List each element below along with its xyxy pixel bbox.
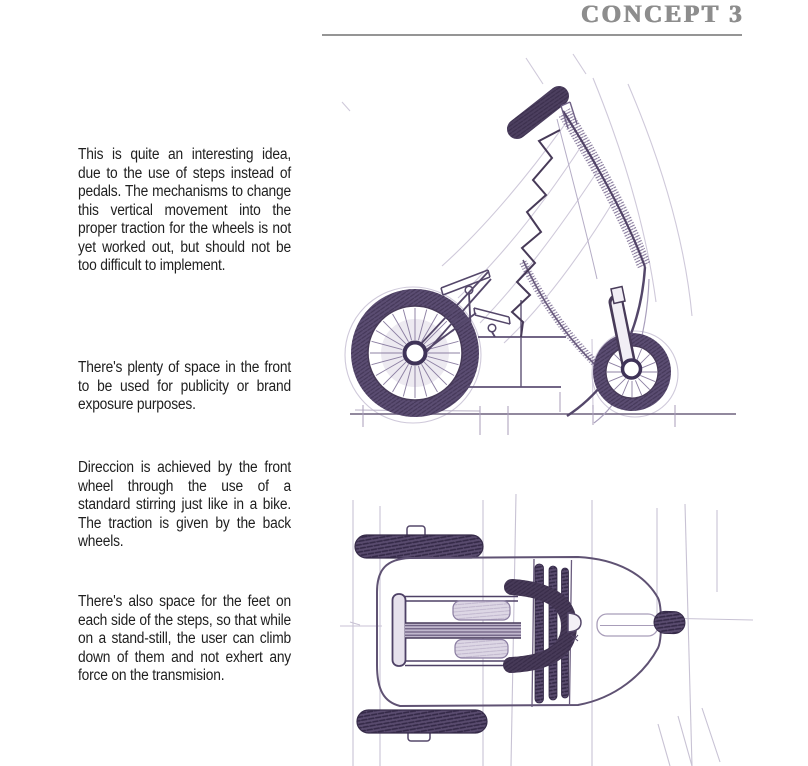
step-frame [393, 594, 522, 666]
rear-hub [405, 343, 426, 364]
paragraph-feet-space: There's also space for the feet on each side of the steps, so that while on a stand-still, the user can climb down of them and not exhert any force on the transmision. [78, 593, 292, 685]
steering-knob [568, 613, 581, 632]
header-rule [322, 34, 742, 36]
step-pad-right [455, 640, 508, 659]
paragraph-direction: Direccion is achieved by the front wheel through the use of a standard stirring just like in a bike. The traction is given by the back wheels. [78, 459, 292, 551]
page-title: CONCEPT 3 [580, 1, 744, 28]
concept-top-view-sketch [340, 480, 760, 766]
front-wheel [600, 287, 665, 405]
front-wheel-top [597, 611, 685, 636]
paragraph-publicity-space: There's plenty of space in the front to be used for publicity or brand exposure purposes. [78, 359, 292, 414]
concept-side-view-sketch [330, 50, 750, 450]
front-hub [623, 360, 641, 378]
fork-crown [611, 287, 625, 304]
paragraph-steps-idea: This is quite an interesting idea, due to the use of steps instead of pedals. The mechanisms to change this vertical movement into the proper traction for the wheels is not yet worked out, but should not be too difficult to implement. [78, 146, 292, 275]
rear-wheel-top-right [357, 710, 487, 741]
step-pad-left [453, 601, 510, 620]
rear-wheel-top-left [355, 526, 483, 558]
